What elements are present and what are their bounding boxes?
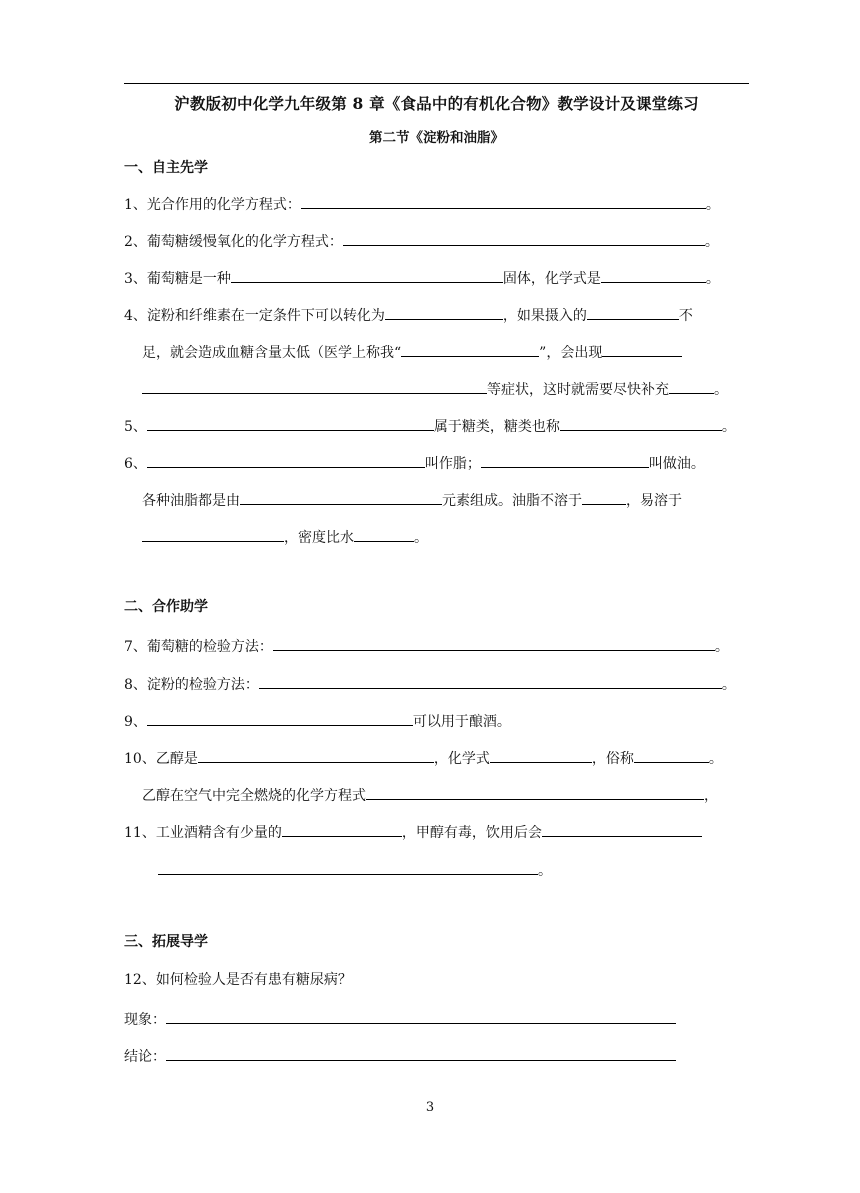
answer-blank[interactable]	[273, 634, 715, 651]
answer-blank[interactable]	[231, 266, 503, 283]
answer-blank[interactable]	[198, 746, 434, 763]
question-1: 1、光合作用的化学方程式： 。	[124, 192, 720, 215]
page-number: 3	[425, 1100, 435, 1115]
answer-blank[interactable]	[301, 192, 706, 209]
answer-blank[interactable]	[385, 303, 503, 320]
phenomenon-blank[interactable]	[166, 1007, 676, 1024]
answer-blank[interactable]	[147, 451, 425, 468]
answer-blank[interactable]	[147, 414, 434, 431]
document-subtitle: 第二节《淀粉和油脂》	[369, 130, 504, 146]
answer-blank[interactable]	[560, 414, 722, 431]
question-4-cont-2: 等症状，这时就需要尽快补充 。	[142, 377, 728, 400]
header-rule	[124, 83, 749, 84]
answer-blank[interactable]	[142, 525, 284, 542]
section-heading-3: 三、拓展导学	[124, 934, 208, 950]
question-4-cont-1: 足，就会造成血糖含量太低（医学上称我“ ”，会出现	[142, 340, 682, 363]
answer-blank[interactable]	[669, 377, 714, 394]
conclusion-line	[124, 1044, 676, 1067]
question-12: 12、如何检验人是否有患有糖尿病？	[124, 972, 352, 988]
answer-blank[interactable]	[582, 488, 626, 505]
question-11: 11、工业酒精含有少量的 ，甲醇有毒，饮用后会	[124, 820, 702, 843]
question-10-cont: 乙醇在空气中完全燃烧的化学方程式 ，	[142, 783, 718, 806]
answer-blank[interactable]	[602, 340, 682, 357]
phenomenon-label: 现象：	[124, 1012, 166, 1028]
answer-blank[interactable]	[401, 340, 539, 357]
question-6-cont-1: 各种油脂都是由 元素组成。油脂不溶于 ，易溶于	[142, 488, 682, 511]
answer-blank[interactable]	[366, 783, 704, 800]
answer-blank[interactable]	[259, 672, 722, 689]
question-11-cont: 。	[158, 858, 552, 881]
question-text: 1、光合作用的化学方程式：	[124, 197, 301, 213]
answer-blank[interactable]	[354, 525, 414, 542]
question-7: 7、葡萄糖的检验方法： 。	[124, 634, 729, 657]
answer-blank[interactable]	[158, 858, 538, 875]
answer-blank[interactable]	[240, 488, 442, 505]
answer-blank[interactable]	[587, 303, 679, 320]
question-2: 2、葡萄糖缓慢氧化的化学方程式： 。	[124, 229, 719, 252]
answer-blank[interactable]	[601, 266, 706, 283]
answer-blank[interactable]	[634, 746, 709, 763]
answer-blank[interactable]	[147, 709, 413, 726]
question-6-cont-2: ，密度比水 。	[142, 525, 428, 548]
phenomenon-line	[124, 1007, 676, 1030]
answer-blank[interactable]	[343, 229, 705, 246]
document-title: 沪教版初中化学九年级第 8 章《食品中的有机化合物》教学设计及课堂练习	[174, 94, 699, 113]
answer-blank[interactable]	[142, 377, 487, 394]
answer-blank[interactable]	[481, 451, 649, 468]
answer-blank[interactable]	[282, 820, 402, 837]
question-8: 8、淀粉的检验方法： 。	[124, 672, 736, 695]
question-6: 6、 叫作脂； 叫做油。	[124, 451, 705, 474]
conclusion-label: 结论：	[124, 1049, 166, 1065]
question-4: 4、淀粉和纤维素在一定条件下可以转化为 ，如果摄入的 不	[124, 303, 693, 326]
question-9: 9、 可以用于酿酒。	[124, 709, 511, 732]
question-3: 3、葡萄糖是一种 固体，化学式是 。	[124, 266, 720, 289]
section-heading-2: 二、合作助学	[124, 599, 208, 615]
question-5: 5、 属于糖类，糖类也称 。	[124, 414, 736, 437]
question-text: 2、葡萄糖缓慢氧化的化学方程式：	[124, 234, 343, 250]
answer-blank[interactable]	[542, 820, 702, 837]
answer-blank[interactable]	[490, 746, 592, 763]
section-heading-1: 一、自主先学	[124, 160, 208, 176]
question-10: 10、乙醇是 ，化学式 ，俗称 。	[124, 746, 723, 769]
conclusion-blank[interactable]	[166, 1044, 676, 1061]
